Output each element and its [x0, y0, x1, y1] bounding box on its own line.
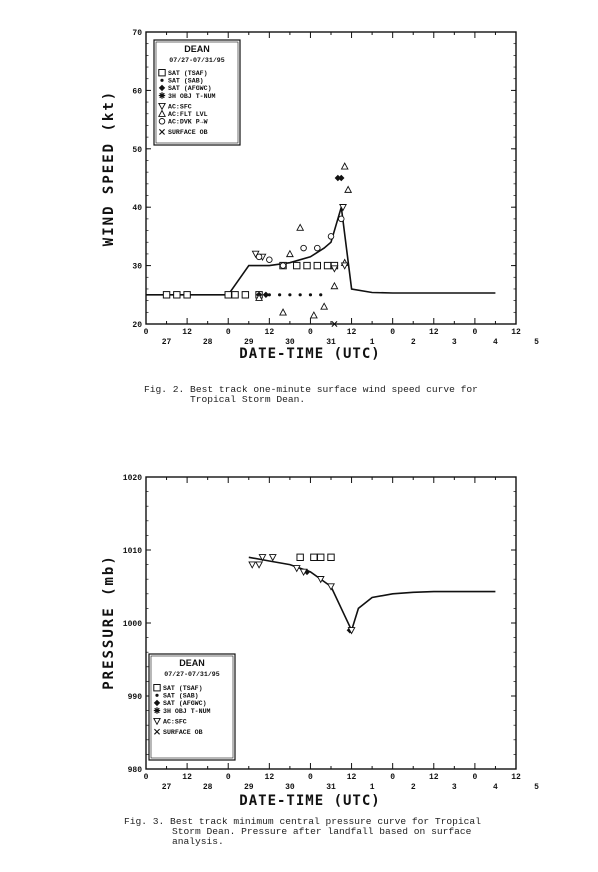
dvorak-point — [328, 234, 334, 240]
x-day-label: 28 — [202, 338, 213, 347]
pressure-observations — [249, 554, 355, 633]
legend-asterisk-bold-icon — [159, 92, 165, 98]
wind-y-axis-label: WIND SPEED (kt) — [101, 89, 117, 247]
x-day-label: 5 — [534, 338, 539, 347]
flight-level-point — [311, 312, 317, 318]
x-tick-label: 0 — [225, 773, 231, 782]
x-tick-label: 0 — [225, 328, 231, 337]
flight-level-point — [280, 309, 286, 315]
y-tick-label: 50 — [132, 145, 142, 155]
tsaf-point — [297, 554, 303, 560]
wind-caption-line-1: Fig. 2. Best track one-minute surface wind speed curve for — [144, 384, 478, 395]
dvorak-point — [280, 263, 286, 269]
legend-item-label: AC:FLT LVL — [168, 111, 208, 118]
legend-item-label: SAT (AFGWC) — [168, 85, 212, 93]
wind-legend — [154, 40, 240, 145]
x-tick-label: 0 — [308, 773, 313, 782]
tsaf-point — [184, 292, 190, 298]
x-tick-label: 12 — [428, 328, 439, 337]
sab-point — [288, 293, 291, 296]
x-tick-label: 12 — [428, 773, 439, 782]
tsaf-point — [311, 554, 317, 560]
x-day-label: 28 — [202, 783, 213, 792]
x-tick-label: 12 — [182, 328, 192, 337]
y-tick-label: 1010 — [122, 547, 142, 556]
pressure-top-ticks — [146, 477, 516, 483]
legend-item-label: SAT (SAB) — [168, 77, 204, 85]
tsaf-point — [294, 262, 300, 268]
flight-level-point — [297, 224, 303, 230]
pressure-y-axis-label: PRESSURE (mb) — [101, 554, 117, 690]
wind-x-axis — [144, 318, 540, 347]
legend-asterisk-icon — [160, 79, 163, 82]
x-day-label: 4 — [493, 783, 498, 792]
x-tick-label: 0 — [143, 328, 149, 337]
flight-level-point — [287, 251, 293, 257]
x-tick-label: 0 — [308, 328, 313, 337]
flight-level-point — [342, 163, 348, 169]
x-day-label: 1 — [369, 783, 375, 792]
tsaf-point — [232, 292, 238, 298]
x-day-label: 30 — [285, 338, 295, 347]
y-tick-label: 1020 — [122, 474, 142, 483]
x-tick-label: 12 — [346, 328, 357, 337]
y-tick-label: 60 — [132, 87, 142, 97]
x-tick-label: 12 — [511, 773, 521, 782]
aircraft-surface-point — [256, 562, 262, 568]
y-tick-label: 990 — [127, 693, 142, 702]
tsaf-point — [324, 262, 330, 268]
dvorak-point — [314, 245, 320, 251]
x-tick-label: 0 — [143, 773, 149, 782]
legend-item-label: SAT (AFGWC) — [163, 700, 207, 708]
x-tick-label: 0 — [390, 773, 396, 782]
pressure-legend — [149, 654, 235, 760]
x-day-label: 1 — [369, 338, 375, 347]
x-day-label: 31 — [326, 338, 336, 347]
legend-square-open-icon — [154, 685, 160, 691]
sab-point — [319, 293, 322, 296]
tsaf-point — [242, 292, 248, 298]
legend-item-label: SURFACE OB — [163, 729, 203, 736]
y-tick-label: 980 — [127, 766, 142, 775]
y-tick-label: 1000 — [122, 620, 142, 629]
y-tick-label: 20 — [132, 321, 142, 330]
legend-circle-open-icon — [159, 119, 165, 125]
legend-item-label: AC:SFC — [168, 103, 192, 111]
x-tick-label: 12 — [182, 773, 192, 782]
flight-level-point — [345, 186, 351, 192]
wind-legend-title: DEAN — [184, 44, 210, 54]
legend-item-label: SAT (TSAF) — [163, 685, 203, 692]
tsaf-point — [174, 292, 180, 298]
x-tick-label: 12 — [264, 773, 275, 782]
wind-chart — [101, 29, 539, 405]
sab-point — [278, 293, 281, 296]
legend-item-label: 3H OBJ T-NUM — [163, 707, 211, 715]
x-tick-label: 0 — [390, 328, 396, 337]
aircraft-surface-point — [342, 263, 348, 269]
pressure-legend-subtitle: 07/27-07/31/95 — [164, 671, 220, 678]
legend-item-label: SURFACE OB — [168, 129, 208, 137]
flight-level-point — [321, 303, 327, 309]
afgwc-point — [263, 292, 269, 298]
tsaf-point — [318, 554, 324, 560]
dvorak-point — [338, 216, 344, 222]
x-tick-label: 12 — [264, 328, 275, 337]
x-day-label: 5 — [534, 783, 539, 792]
x-day-label: 3 — [451, 338, 457, 347]
pressure-caption-line-3: analysis. — [172, 836, 224, 847]
wind-observations — [163, 163, 351, 326]
x-day-label: 3 — [451, 783, 457, 792]
pressure-x-axis-label: DATE-TIME (UTC) — [239, 793, 381, 809]
pressure-caption-line-2: Storm Dean. Pressure after landfall based on surface — [172, 826, 472, 837]
legend-item-label: SAT (TSAF) — [168, 70, 208, 77]
wind-caption-line-2: Tropical Storm Dean. — [190, 394, 306, 405]
tsaf-point — [163, 292, 169, 298]
pressure-legend-title: DEAN — [179, 658, 205, 668]
flight-level-point — [331, 283, 337, 289]
wind-best-track-line — [146, 207, 495, 295]
tsaf-point — [225, 292, 231, 298]
legend-item-label: AC:DVK P→W — [168, 118, 208, 126]
x-day-label: 29 — [243, 338, 254, 347]
sab-point — [299, 293, 302, 296]
legend-item-label: SAT (SAB) — [163, 692, 199, 700]
x-tick-label: 12 — [511, 328, 521, 337]
x-day-label: 29 — [243, 783, 254, 792]
dvorak-point — [267, 257, 273, 263]
x-tick-label: 0 — [472, 328, 478, 337]
x-day-label: 2 — [410, 338, 416, 347]
pressure-chart — [101, 474, 539, 847]
legend-item-label: AC:SFC — [163, 718, 187, 726]
dvorak-point — [301, 245, 307, 251]
y-tick-label: 40 — [132, 204, 142, 214]
x-tick-label: 12 — [346, 773, 357, 782]
legend-square-open-icon — [159, 70, 165, 76]
x-day-label: 27 — [161, 338, 172, 347]
tsaf-point — [314, 262, 320, 268]
x-day-label: 4 — [493, 338, 498, 347]
y-tick-label: 30 — [132, 262, 142, 272]
y-tick-label: 70 — [132, 29, 142, 38]
wind-top-ticks — [146, 32, 516, 38]
x-day-label: 30 — [285, 783, 295, 792]
aircraft-surface-point — [328, 584, 334, 590]
x-day-label: 27 — [161, 783, 172, 792]
wind-x-axis-label: DATE-TIME (UTC) — [239, 346, 381, 362]
pressure-caption-line-1: Fig. 3. Best track minimum central pressure curve for Tropical — [124, 816, 481, 827]
wind-legend-subtitle: 07/27-07/31/95 — [169, 57, 225, 64]
x-tick-label: 0 — [472, 773, 478, 782]
sab-point — [309, 293, 312, 296]
tsaf-point — [328, 554, 334, 560]
legend-item-label: 3H OBJ T-NUM — [168, 92, 216, 100]
aircraft-surface-point — [270, 555, 276, 561]
pressure-x-axis — [144, 763, 540, 792]
legend-asterisk-bold-icon — [154, 707, 160, 713]
pressure-best-track-line — [249, 557, 496, 630]
x-day-label: 31 — [326, 783, 336, 792]
tsaf-point — [304, 262, 310, 268]
legend-asterisk-icon — [155, 694, 158, 697]
aircraft-surface-point — [249, 562, 255, 568]
x-day-label: 2 — [410, 783, 416, 792]
dvorak-point — [256, 254, 262, 260]
afgwc-point — [338, 175, 344, 181]
